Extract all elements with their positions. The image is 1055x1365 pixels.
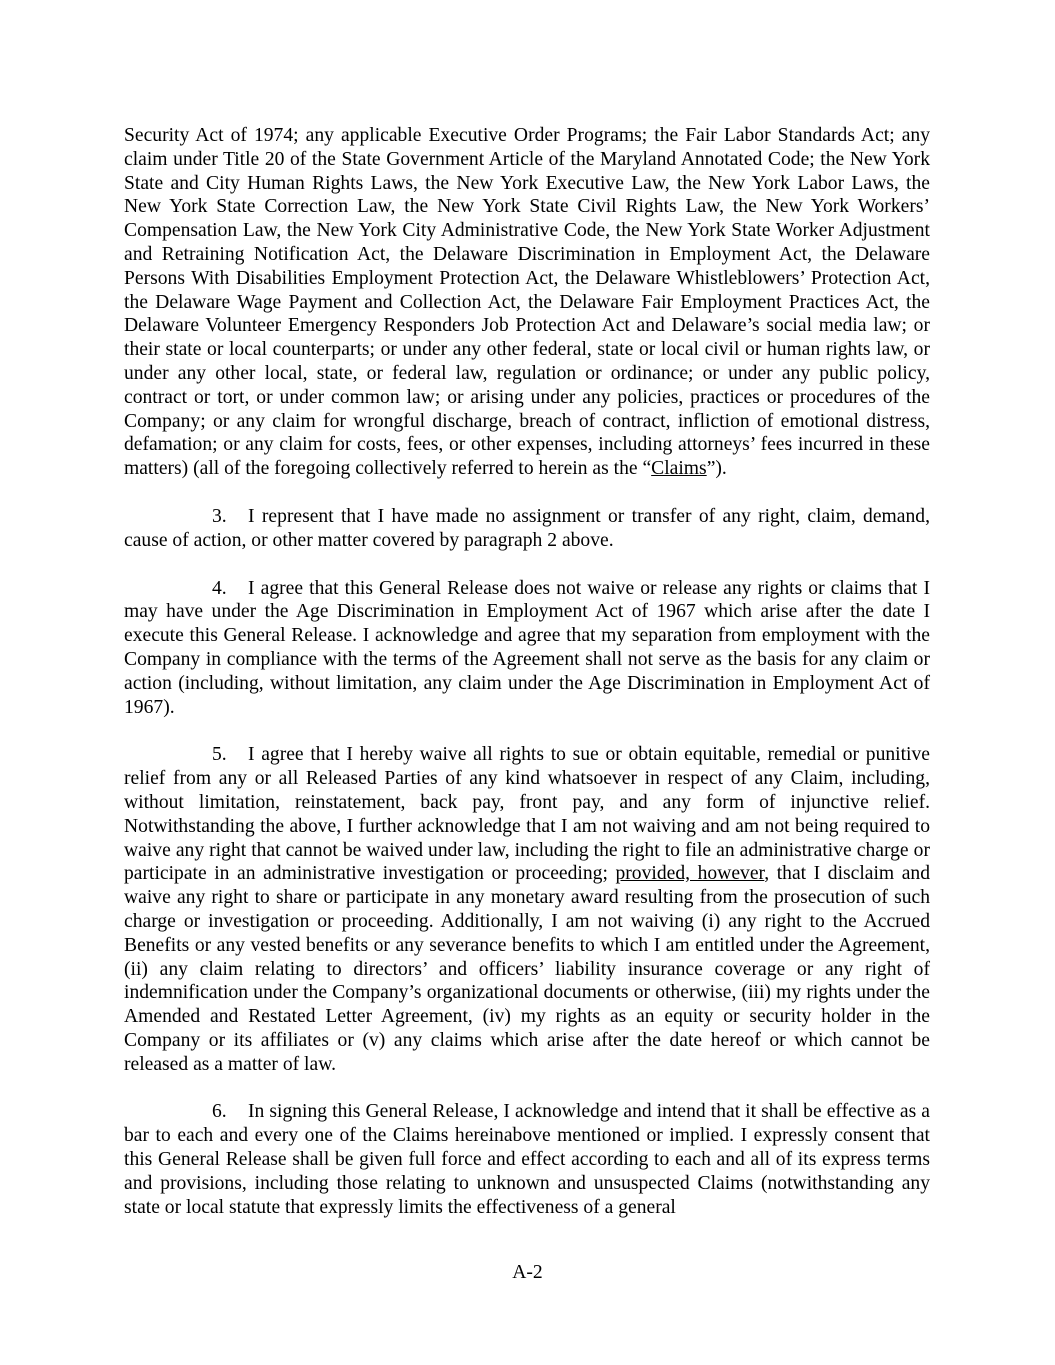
paragraph-text: Security Act of 1974; any applicable Executive Order Programs; the Fair Labor Standards Act; any claim under Title 20 of the State Government Article of the Maryland Annotated Code; the New York State and City Human Rights Laws, the New York Executive Law, the New York Labor Laws, the New York State Correction Law, the New York State Civil Rights Law, the New York Workers’ Compensation Law, the New York City Administrative Code, the New York State Worker Adjustment and Retraining Notification Act, the Delaware Discrimination in Employment Act, the Delaware Persons With Disabilities Employment Protection Act, the Delaware Whistleblowers’ Protection Act, the Delaware Wage Payment and Collection Act, the Delaware Fair Employment Practices Act, the Delaware Volunteer Emergency Responders Job Protection Act and Delaware’s social media law; or their state or local counterparts; or under any other federal, state or local civil or human rights law, or under any other local, state, or federal law, regulation or ordinance; or under any public policy, contract or tort, or under common law; or arising under any policies, practices or procedures of the Company; or any claim for wrongful discharge, breach of contract, infliction of emotional distress, defamation; or any claim for costs, fees, or other expenses, including attorneys’ fees incurred in these matters) (all of the foregoing collectively referred to herein as the “ [124, 125, 930, 480]
paragraph-text-end: ”). [706, 458, 727, 480]
paragraph-number: 5. [212, 744, 227, 766]
paragraph-number: 3. [212, 505, 227, 527]
paragraph-number: 4. [212, 577, 227, 599]
paragraph-5 [124, 743, 930, 1076]
defined-term-claims: Claims [651, 458, 707, 480]
paragraph-text: I agree that this General Release does not waive or release any rights or claims that I may have under the Age Discrimination in Employment Act of 1967 which arise after the date I execute this General Release. I acknowledge and agree that my separation from employment with the Company in compliance with the terms of the Agreement shall not serve as the basis for any claim or action (including, without limitation, any claim under the Age Discrimination in Employment Act of 1967). [124, 577, 930, 718]
paragraph-2-continuation [124, 124, 930, 481]
document-body [124, 124, 930, 1243]
page-footer [0, 1261, 1055, 1285]
page-number: A-2 [512, 1262, 543, 1283]
paragraph-3 [124, 505, 930, 553]
paragraph-text: I agree that I hereby waive all rights to sue or obtain equitable, remedial or punitive relief from any or all Released Parties of any kind whatsoever in respect of any Claim, including, without limitation, reinstatement, back pay, front pay, and any form of injunctive relief. Notwithstanding the above, I further acknowledge that I am not waiving and am not being required to waive any right that cannot be waived under law, including the right to file an administrative charge or participate in an administrative investigation or proceeding; [124, 744, 930, 885]
paragraph-4 [124, 577, 930, 720]
paragraph-text: In signing this General Release, I acknowledge and intend that it shall be effective as a bar to each and every one of the Claims hereinabove mentioned or implied. I expressly consent that this General Release shall be given full force and effect according to each and all of its express terms and provisions, including those relating to unknown and unsuspected Claims (notwithstanding any state or local statute that expressly limits the effectiveness of a general [124, 1101, 930, 1218]
proviso-term: provided, however [615, 863, 765, 885]
paragraph-number: 6. [212, 1101, 227, 1123]
paragraph-6 [124, 1100, 930, 1219]
paragraph-text-end: , that I disclaim and waive any right to share or participate in any monetary award resulting from the prosecution of such charge or investigation or proceeding. Additionally, I am not waiving (i) any right to the Accrued Benefits or any vested benefits or any severance benefits to which I am entitled under the Agreement, (ii) any claim relating to directors’ and officers’ liability insurance coverage or any right of indemnification under the Company’s organizational documents or otherwise, (iii) my rights under the Amended and Restated Letter Agreement, (iv) my rights as an equity or security holder in the Company or its affiliates or (v) any claims which arise after the date hereof or which cannot be released as a matter of law. [124, 863, 931, 1075]
paragraph-text: I represent that I have made no assignment or transfer of any right, claim, demand, cause of action, or other matter covered by paragraph 2 above. [124, 505, 930, 551]
